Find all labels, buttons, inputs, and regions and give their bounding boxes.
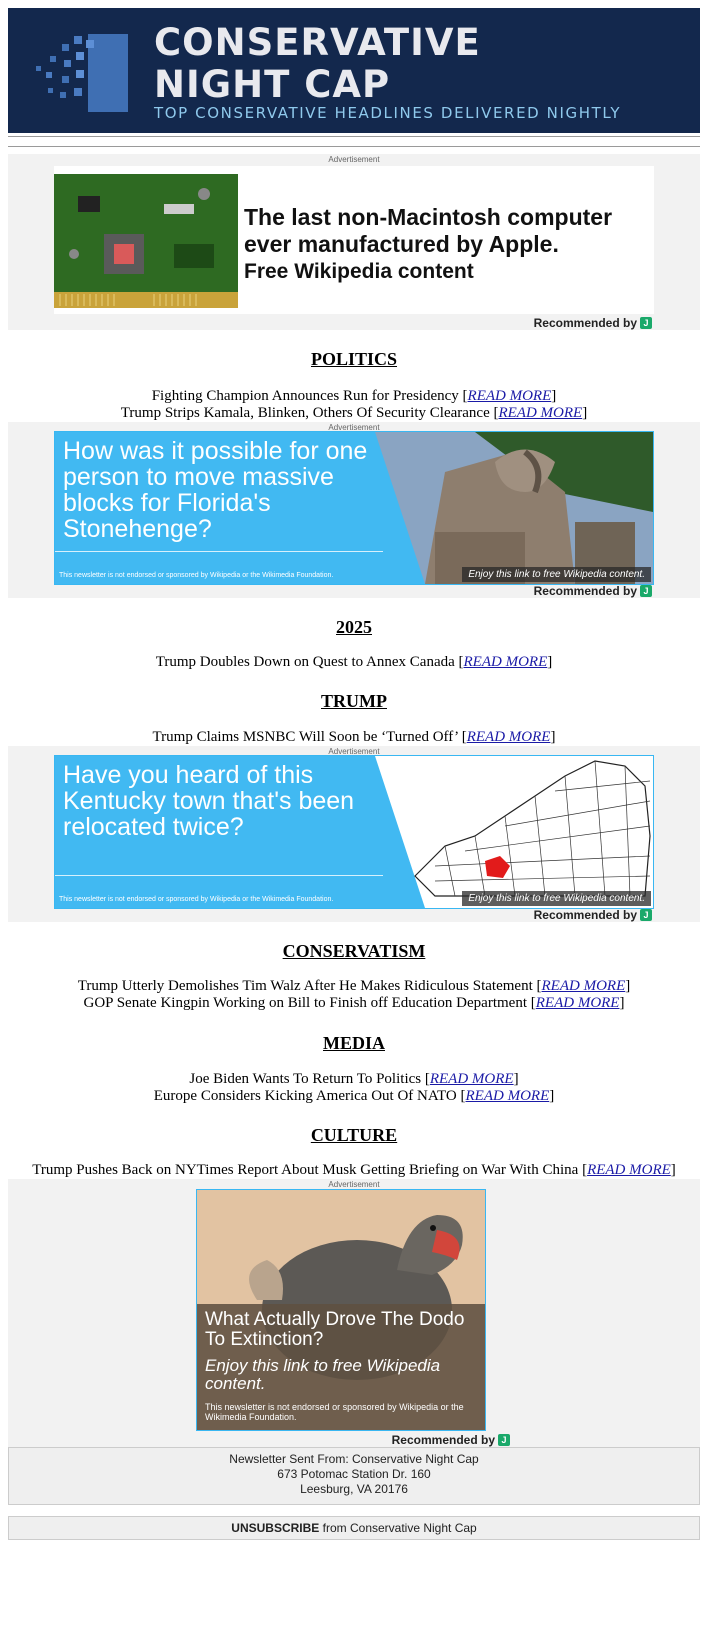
jeeng-badge-icon: J xyxy=(640,585,652,597)
read-more-link[interactable]: READ MORE xyxy=(541,978,626,994)
headline-text: Fighting Champion Announces Run for Presidency xyxy=(151,388,459,404)
ad-2-headline: How was it possible for one person to move massive blocks for Florida's Stonehenge? xyxy=(63,437,368,543)
ad-1-text xyxy=(244,204,612,285)
sent-from: Newsletter Sent From: Conservative Night Cap xyxy=(229,1452,479,1466)
address-line-2: Leesburg, VA 20176 xyxy=(300,1482,408,1496)
headline-text: Trump Claims MSNBC Will Soon be ‘Turned Off’ xyxy=(152,729,458,745)
section-title-culture: CULTURE xyxy=(310,1125,398,1145)
ad-kentucky-town[interactable] xyxy=(54,755,654,909)
headline-item: Trump Pushes Back on NYTimes Report About Musk Getting Briefing on War With China [READ MORE] xyxy=(32,1162,676,1178)
headline-text: Trump Doubles Down on Quest to Annex Canada xyxy=(155,654,455,670)
section-title-conservatism: CONSERVATISM xyxy=(282,941,426,961)
ad-3-disclaimer: This newsletter is not endorsed or sponsored by Wikipedia or the Wikimedia Foundation. xyxy=(59,896,334,903)
ad-3-enjoy: Enjoy this link to free Wikipedia content. xyxy=(462,891,651,906)
read-more-link[interactable]: READ MORE xyxy=(465,1088,550,1104)
ad-label: Advertisement xyxy=(328,423,380,432)
headline-item: Trump Doubles Down on Quest to Annex Canada [READ MORE] xyxy=(155,654,553,670)
title-line-2: NIGHT CAP xyxy=(154,63,391,106)
newsletter-title xyxy=(154,22,481,106)
section-title-2025: 2025 xyxy=(336,617,372,637)
coral-castle-image xyxy=(375,432,653,584)
read-more-link[interactable]: READ MORE xyxy=(463,654,548,670)
read-more-link[interactable]: READ MORE xyxy=(467,388,552,404)
unsubscribe-bar[interactable] xyxy=(8,1516,700,1540)
ad-label: Advertisement xyxy=(328,1180,380,1189)
jeeng-badge-icon: J xyxy=(640,909,652,921)
ad-apple-computer[interactable] xyxy=(54,166,654,314)
headline-text: Trump Utterly Demolishes Tim Walz After He Makes Ridiculous Statement xyxy=(77,978,533,994)
ad-dodo-extinction[interactable] xyxy=(196,1189,486,1431)
ad-block-3 xyxy=(8,746,700,922)
header-banner[interactable] xyxy=(8,8,700,133)
ad-block-4 xyxy=(8,1179,700,1447)
headline-item: Trump Strips Kamala, Blinken, Others Of Security Clearance [READ MORE] xyxy=(120,405,588,421)
ad-4-enjoy: Enjoy this link to free Wikipedia content. xyxy=(205,1356,441,1393)
headline-text: GOP Senate Kingpin Working on Bill to Finish off Education Department xyxy=(83,995,527,1011)
read-more-link[interactable]: READ MORE xyxy=(587,1162,671,1178)
divider xyxy=(8,146,700,147)
headline-text: Europe Considers Kicking America Out Of NATO xyxy=(153,1088,457,1104)
read-more-link[interactable]: READ MORE xyxy=(498,405,583,421)
headline-text: Trump Pushes Back on NYTimes Report About Musk Getting Briefing on War With China xyxy=(32,1162,579,1178)
ad-3-headline: Have you heard of this Kentucky town that's been relocated twice? xyxy=(63,761,355,841)
jeeng-badge-icon: J xyxy=(640,317,652,329)
ad-4-disclaimer: This newsletter is not endorsed or sponsored by Wikipedia or the Wikimedia Foundation. xyxy=(205,1402,464,1422)
unsubscribe-from: from Conservative Night Cap xyxy=(322,1521,477,1535)
headline-item: GOP Senate Kingpin Working on Bill to Finish off Education Department [READ MORE] xyxy=(83,995,625,1011)
ad-1-line-2: ever manufactured by Apple. xyxy=(244,231,559,257)
recommended-by-label: Recommended by xyxy=(533,908,637,922)
newsletter xyxy=(8,8,700,1535)
headline-item: Fighting Champion Announces Run for Presidency [READ MORE] xyxy=(151,388,557,404)
section-title-politics: POLITICS xyxy=(310,349,398,369)
recommended-by[interactable] xyxy=(534,584,652,598)
footer-address xyxy=(8,1447,700,1505)
recommended-by[interactable] xyxy=(534,316,652,330)
recommended-by-label: Recommended by xyxy=(533,316,637,330)
section-title-media: MEDIA xyxy=(323,1033,385,1053)
read-more-link[interactable]: READ MORE xyxy=(466,729,551,745)
jeeng-badge-icon: J xyxy=(498,1434,510,1446)
section-title-trump: TRUMP xyxy=(321,691,387,711)
ad-2-disclaimer: This newsletter is not endorsed or sponsored by Wikipedia or the Wikimedia Foundation. xyxy=(59,572,334,579)
read-more-link[interactable]: READ MORE xyxy=(535,995,620,1011)
headline-item: Joe Biden Wants To Return To Politics [READ MORE] xyxy=(189,1071,519,1087)
recommended-by-label: Recommended by xyxy=(533,584,637,598)
kentucky-map-image xyxy=(375,756,653,908)
ad-1-line-3: Free Wikipedia content xyxy=(244,260,474,283)
headline-item: Europe Considers Kicking America Out Of NATO [READ MORE] xyxy=(153,1088,555,1104)
ad-block-1 xyxy=(8,154,700,330)
ad-2-enjoy: Enjoy this link to free Wikipedia content. xyxy=(462,567,651,582)
tagline: TOP CONSERVATIVE HEADLINES DELIVERED NIGHTLY xyxy=(154,104,622,122)
headline-text: Joe Biden Wants To Return To Politics xyxy=(189,1071,422,1087)
unsubscribe-link[interactable]: UNSUBSCRIBE xyxy=(231,1521,320,1535)
ad-florida-stonehenge[interactable] xyxy=(54,431,654,585)
ad-label: Advertisement xyxy=(328,155,380,164)
headline-text: Trump Strips Kamala, Blinken, Others Of Security Clearance xyxy=(120,405,490,421)
recommended-by[interactable] xyxy=(392,1433,510,1447)
address-line-1: 673 Potomac Station Dr. 160 xyxy=(277,1467,431,1481)
headline-item: Trump Utterly Demolishes Tim Walz After He Makes Ridiculous Statement [READ MORE] xyxy=(77,978,631,994)
recommended-by[interactable] xyxy=(534,908,652,922)
ad-label: Advertisement xyxy=(328,747,380,756)
ad-block-2 xyxy=(8,422,700,598)
divider xyxy=(8,136,700,137)
circuit-board-image xyxy=(54,174,238,308)
ad-4-headline: What Actually Drove The Dodo To Extinction? xyxy=(205,1309,465,1350)
read-more-link[interactable]: READ MORE xyxy=(429,1071,514,1087)
title-line-1: CONSERVATIVE xyxy=(154,21,481,64)
ad-1-line-1: The last non-Macintosh computer xyxy=(244,204,613,230)
headline-item: Trump Claims MSNBC Will Soon be ‘Turned Off’ [READ MORE] xyxy=(152,729,556,745)
logo-pixel-icon xyxy=(26,26,136,116)
recommended-by-label: Recommended by xyxy=(391,1433,495,1447)
